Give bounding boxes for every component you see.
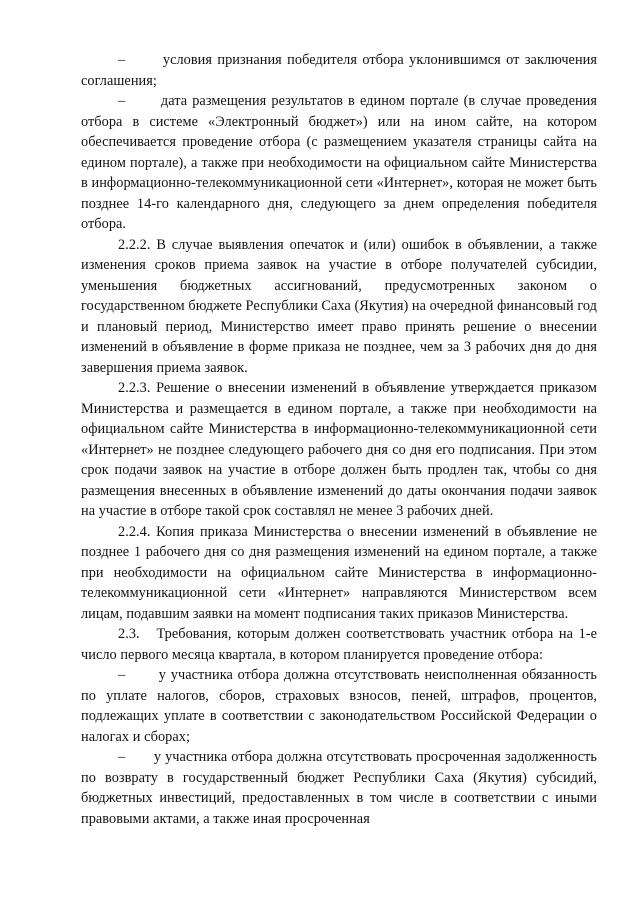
list-item-dash: – у участника отбора должна отсутствовать просроченная задолженность по возврату в государственный бюджет Республики Саха (Якутия) субсидий, бюджетных инвестиций, предоставленных в том числе в соответствии с иными правовыми актами, а также иная просроченная bbox=[81, 749, 597, 827]
list-item-dash: – у участника отбора должна отсутствовать неисполненная обязанность по уплате налогов, сборов, страховых взносов, пеней, штрафов, процентов, подлежащих уплате в соответствии с законодательством Российской Федерации о налогах и сборах; bbox=[81, 667, 597, 745]
section-paragraph: 2.2.4. Копия приказа Министерства о внесении изменений в объявление не позднее 1 рабочего дня со дня размещения изменений на едином портале, а также при необходимости на официальном сайте Министерства в информационно-телекоммуникационной сети «Интернет» направляются Министерством всем лицам, подавшим заявки на момент подписания таких приказов Министерства. bbox=[81, 523, 597, 622]
section-paragraph: 2.2.2. В случае выявления опечаток и (или) ошибок в объявлении, а также изменения сроков приема заявок на участие в отборе получателей субсидии, уменьшения бюджетных ассигнований, предусмотренных законом о государственном бюджете Республики Саха (Якутия) на очередной финансовый год и плановый период, Министерство имеет право принять решение о внесении изменений в объявление в форме приказа не позднее, чем за 3 рабочих дня до дня завершения приема заявок. bbox=[81, 236, 597, 376]
section-paragraph: 2.3. Требования, которым должен соответствовать участник отбора на 1-е число первого месяца квартала, в котором планируется проведение отбора: bbox=[81, 626, 597, 663]
section-paragraph: 2.2.3. Решение о внесении изменений в объявление утверждается приказом Министерства и размещается в едином портале, а также при необходимости на официальном сайте Министерства в информационно-телекоммуникационной сети «Интернет» не позднее следующего рабочего дня со дня его подписания. При этом срок подачи заявок на участие в отборе должен быть продлен так, чтобы со дня размещения внесенных в объявление изменений до даты окончания подачи заявок на участие в отборе такой срок составлял не менее 3 рабочих дней. bbox=[81, 380, 597, 519]
document-body bbox=[81, 50, 597, 829]
list-item-dash: – условия признания победителя отбора уклонившимся от заключения соглашения; bbox=[81, 52, 597, 89]
list-item-dash: – дата размещения результатов в едином портале (в случае проведения отбора в системе «Электронный бюджет») или на ином сайте, на котором обеспечивается проведение отбора (с размещением указателя страницы сайта на едином портале), а также при необходимости на официальном сайте Министерства в информационно-телекоммуникационной сети «Интернет», которая не может быть позднее 14-го календарного дня, следующего за днем определения победителя отбора. bbox=[81, 93, 597, 232]
